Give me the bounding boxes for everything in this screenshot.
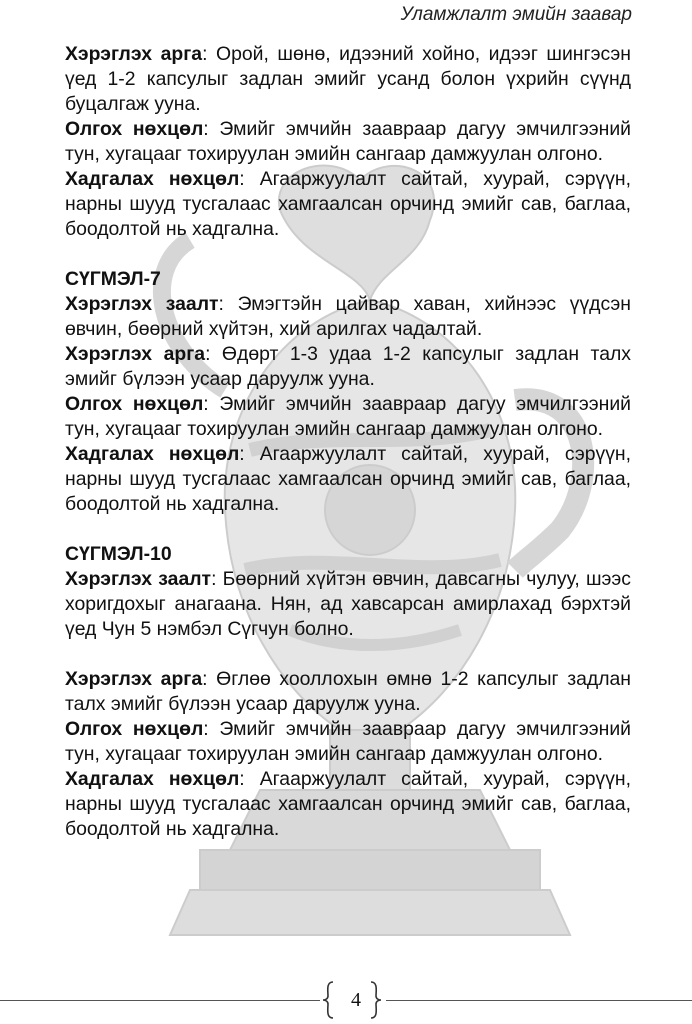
paragraph-label: Олгох нөхцөл bbox=[65, 393, 204, 415]
paragraph bbox=[65, 717, 631, 767]
section-body bbox=[65, 567, 631, 642]
paragraph-label: Хадгалах нөхцөл bbox=[65, 768, 240, 790]
page-body bbox=[65, 42, 631, 842]
paragraph bbox=[65, 392, 631, 442]
paragraph-label: Хэрэглэх заалт bbox=[65, 293, 219, 315]
paragraph-text: : Агааржуулалт сайтай, хуурай, сэрүүн, нарны шууд тусгалаас хамгаалсан орчинд эмийг сав, баглаа, боодолтой нь хадгална. bbox=[65, 443, 631, 515]
section-body bbox=[65, 292, 631, 517]
paragraph-text: : Өглөө хооллохын өмнө 1-2 капсулыг задлан талх эмийг бүлээн усаар даруулж ууна. bbox=[65, 668, 631, 715]
paragraph-label: Хэрэглэх арга bbox=[65, 343, 206, 365]
paragraph-text: : Эмийг эмчийн заавраар дагуу эмчилгээний тун, хугацааг тохируулан эмийн сангаар дамжуулан олгоно. bbox=[65, 393, 631, 440]
paragraph bbox=[65, 117, 631, 167]
paragraph-label: Хадгалах нөхцөл bbox=[65, 168, 240, 190]
paragraph bbox=[65, 567, 631, 642]
paragraph-text: : Орой, шөнө, идээний хойно, идээг шингэсэн үед 1-2 капсулыг задлан эмийг усанд болон үхрийн сүүнд буцалгаж ууна. bbox=[65, 43, 632, 115]
paragraph-text: : Өдөрт 1-3 удаа 1-2 капсулыг задлан талх эмийг бүлээн усаар даруулж ууна. bbox=[65, 343, 631, 390]
section-title: СҮГМЭЛ-7 bbox=[65, 268, 161, 290]
paragraph bbox=[65, 342, 631, 392]
paragraph-label: Хэрэглэх заалт bbox=[65, 568, 212, 590]
paragraph-text: : Агааржуулалт сайтай, хуурай, сэрүүн, нарны шууд тусгалаас хамгаалсан орчинд эмийг сав, баглаа, боодолтой нь хадгална. bbox=[65, 768, 631, 840]
paragraph bbox=[65, 42, 631, 117]
paragraph-text: : Бөөрний хүйтэн өвчин, давсагны чулуу, шээс хоригдохыг анагаана. Нян, ад хавсарсан амирлахад бэрхтэй үед Чун 5 нэмбэл Сүгчун болно. bbox=[65, 568, 631, 640]
footer-rule bbox=[0, 1000, 320, 1001]
right-bracket-icon bbox=[370, 981, 382, 1019]
paragraph-label: Хэрэглэх арга bbox=[65, 668, 203, 690]
section-title: СҮГМЭЛ-10 bbox=[65, 543, 172, 565]
section-body bbox=[65, 667, 631, 842]
paragraph-label: Олгох нөхцөл bbox=[65, 718, 204, 740]
paragraph-text: : Агааржуулалт сайтай, хуурай, сэрүүн, нарны шууд тусгалаас хамгаалсан орчинд эмийг сав, баглаа, боодолтой нь хадгална. bbox=[65, 168, 631, 240]
page-number: 4 bbox=[351, 989, 361, 1011]
paragraph-text: : Эмийг эмчийн заавраар дагуу эмчилгээний тун, хугацааг тохируулан эмийн сангаар дамжуулан олгоно. bbox=[65, 718, 631, 765]
paragraph-label: Хэрэглэх арга bbox=[65, 43, 203, 65]
paragraph bbox=[65, 667, 631, 717]
footer-rule bbox=[386, 1000, 692, 1001]
running-head: Уламжлалт эмийн заавар bbox=[400, 4, 632, 25]
paragraph-text: : Эмийг эмчийн заавраар дагуу эмчилгээний тун, хугацааг тохируулан эмийн сангаар дамжуулан олгоно. bbox=[65, 118, 631, 165]
paragraph-label: Олгох нөхцөл bbox=[65, 118, 204, 140]
paragraph bbox=[65, 442, 631, 517]
paragraph-label: Хадгалах нөхцөл bbox=[65, 443, 240, 465]
paragraph-text: : Эмэгтэйн цайвар хаван, хийнээс үүдсэн өвчин, бөөрний хүйтэн, хий арилгах чадалтай. bbox=[65, 293, 631, 340]
paragraph bbox=[65, 292, 631, 342]
paragraph bbox=[65, 167, 631, 242]
intro-block bbox=[65, 42, 631, 242]
paragraph bbox=[65, 767, 631, 842]
